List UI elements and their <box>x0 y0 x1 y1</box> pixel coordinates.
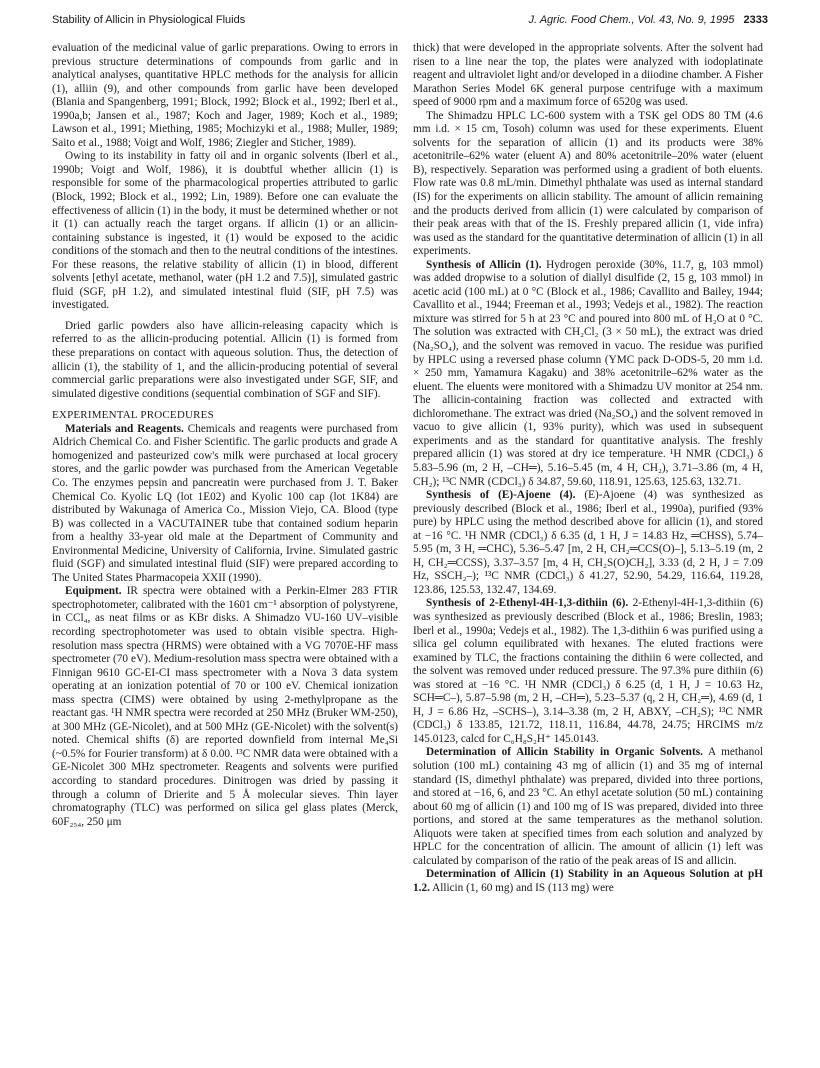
organic-stability-heading: Determination of Allicin Stability in Organic Solvents. <box>426 746 703 759</box>
materials-paragraph <box>52 423 398 586</box>
equipment-paragraph <box>52 585 398 829</box>
intro-paragraph-2: Owing to its instability in fatty oil and in organic solvents (Iberl et al., 1990b; Voigt and Wolf, 1986), it is doubtful whether allicin (1) is responsible for some of the pharmacological properties attributed to garlic (Block, 1992; Block et al., 1992; Lin, 1989). Before one can evaluate the effectiveness of allicin (1) in the body, it must be determined whether or not it (1) can actually reach the target organs. If allicin (1) or an allicin-containing substance is ingested, it (1) would be exposed to the acidic conditions of the stomach and then to the neutral conditions of the intestines. For these reasons, the relative stability of allicin (1) in blood, different solvents [ethyl acetate, methanol, water (pH 1.2 and 7.5)], simulated gastric fluid (SGF, pH 1.2), and simulated intestinal fluid (SIF, pH 7.5) was investigated. <box>52 150 398 312</box>
equipment-text: IR spectra were obtained with a Perkin-Elmer 283 FTIR spectrophotometer, calibrated with the 1601 cm⁻¹ absorption of polystyrene, in CCl₄, as neat films or as KBr disks. A Shimadzo VU-160 UV–visible recording spectrophotometer was used to obtain visible spectra. High-resolution mass spectra (HRMS) were obtained with a VG 7070E-HF mass spectrometer (70 eV). Medium-resolution mass spectra were obtained with a Finnigan 9610 GC-EI-CI mass spectrometer with a Nova 3 data system operating at an ionization potential of 70 or 100 eV. Chemical ionization mass spectra (CIMS) were obtained by using 2-methylpropane as the reactant gas. ¹H NMR spectra were recorded at 250 MHz (Bruker WM-250), at 300 MHz (GE-Nicolet), and at 500 MHz (GE-Nicolet) with the solvent(s) noted. Chemical shifts (δ) are reported downfield from internal Me₄Si (~0.5% for Fourier transform) at δ 0.00. ¹³C NMR data were obtained with a GE-Nicolet 300 MHz spectrometer. Reagents and solvents were purified according to standard procedures. Dinitrogen was dried by passing it through a column of Drierite and 5 Å molecular sieves. Thin layer chromatography (TLC) was performed on silica gel glass plates (Merck, 60F₂₅₄, 250 μm <box>52 585 398 828</box>
right-column <box>413 42 763 1058</box>
synthesis-dithiin-text: 2-Ethenyl-4H-1,3-dithiin (6) was synthesized as previously described (Block et al., 1986; Breslin, 1983; Iberl et al., 1990a; Vedejs et al., 1982). The 1,3-dithiin 6 was purified using a silica gel column equilibrated with hexanes. The eluted fractions were examined by TLC, the fractions containing the dithiin 6 were collected, and the solvent was removed under reduced pressure. The 97.3% pure dithiin (6) was stored at −16 °C. ¹H NMR (CDCl₃) δ 6.25 (d, 1 H, J = 10.63 Hz, SCH═C–), 5.87–5.98 (m, 2 H, –CH═), 5.23–5.37 (q, 2 H, CH₂═), 4.69 (d, 1 H, J = 6.86 Hz, –SCHS–), 3.14–3.38 (m, 2 H, ABXY, –CH₂S); ¹³C NMR (CDCl₃) δ 133.85, 121.72, 118.11, 116.84, 44.78, 24.75; HRCIMS m/z 145.0123, calcd for C₆H₈S₂H⁺ 145.0143. <box>413 597 763 745</box>
aqueous-stability-heading: Determination of Allicin (1) Stability in an Aqueous Solution at pH 1.2. <box>413 868 763 894</box>
journal-citation <box>529 14 769 26</box>
organic-stability-text: A methanol solution (100 mL) containing 43 mg of allicin (1) and 35 mg of internal standard (IS, dimethyl phthalate) was prepared, divided into three portions, and stored at −16, 6, and 23 °C. An ethyl acetate solution (50 mL) containing about 60 mg of allicin (1) and 100 mg of IS was prepared, divided into three portions, and stored at the same temperatures as the methanol solution. Aliquots were taken at specified times from each solution and analyzed by HPLC for the concentration of allicin. The amount of allicin (1) left was calculated by comparison of the ratio of the peak areas of IS and allicin. <box>413 746 763 867</box>
synthesis-ajoene-text: (E)-Ajoene (4) was synthesized as previously described (Block et al., 1986; Iberl et al., 1990a), purified (93% pure) by HPLC using the method described above for allicin (1), and stored at −16 °C. ¹H NMR (CDCl₃) δ 6.35 (d, 1 H, J = 14.83 Hz, ═CHSS), 5.74–5.95 (m, 3 H, ═CHC), 5.36–5.47 [m, 2 H, CH₂═CCS(O)–], 5.13–5.19 (m, 2 H, CH₂═CCSS), 3.37–3.57 [m, 4 H, CH₂S(O)CH₂], 3.33 (d, 2 H, J = 7.09 Hz, SSCH₂–); ¹³C NMR (CDCl₃) δ 41.27, 52.90, 54.29, 116.64, 119.28, 123.86, 125.53, 132.47, 134.69. <box>413 489 763 596</box>
left-column <box>52 42 398 1058</box>
equipment-heading: Equipment. <box>65 585 122 598</box>
synthesis-dithiin-paragraph <box>413 597 763 746</box>
intro-paragraph-1: evaluation of the medicinal value of garlic preparations. Owing to errors in previous structure determinations of compounds from garlic and in analytical analyses, quantitative HPLC methods for the analysis for allicin (1), alliin (9), and other compounds from garlic have been developed (Blania and Spangenberg, 1991; Block, 1992; Block et al., 1992; Iberl et al., 1990a,b; Jansen et al., 1987; Koch and Jager, 1989; Koch et al., 1989; Lawson et al., 1991; Miething, 1985; Mochizyki et al., 1988; Muller, 1989; Saito et al., 1988; Voigt and Wolf, 1986; Ziegler and Sticher, 1989). <box>52 42 398 149</box>
synthesis-allicin-text: Hydrogen peroxide (30%, 11.7, g, 103 mmol) was added dropwise to a solution of diallyl disulfide (2, 15 g, 103 mmol) in acetic acid (100 mL) at 0 °C (Block et al., 1986; Cavallito and Bailey, 1944; Cavallito et al., 1944; Freeman et al., 1993; Vedejs et al., 1982). The reaction mixture was stirred for 5 h at 23 °C and poured into 800 mL of H₂O at 0 °C. The solution was extracted with CH₂Cl₂ (3 × 50 mL), the extract was dried (Na₂SO₄), and the solvent was removed in vacuo. The residue was purified by HPLC using a reversed phase column (YMC pack D-ODS-5, 20 mm i.d. × 250 mm, Yamamura Kagaku) and 38% acetonitrile–62% water as the eluent. The eluents were monitored with a Shimadzu UV monitor at 254 nm. The allicin-containing fraction was collected and extracted with dichloromethane. The extract was dried (Na₂SO₄) and the solvent removed in vacuo to give allicin (1, 93% purity), which was used in subsequent experiments and as the standard for quantitative analysis. The freshly prepared allicin (1) was stored at dry ice temperature. ¹H NMR (CDCl₃) δ 5.83–5.96 (m, 2 H, –CH═), 5.16–5.45 (m, 4 H, CH₂), 3.71–3.86 (m, 4 H, CH₂); ¹³C NMR (CDCl₃) δ 34.87, 59.60, 118.91, 125.63, 125.63, 132.71. <box>413 258 763 488</box>
intro-paragraph-3: Dried garlic powders also have allicin-releasing capacity which is referred to as the allicin-producing potential. Allicin (1) is formed from these preparations on contact with aqueous solution. Thus, the detection of allicin (1), the stability of 1, and the allicin-producing potential of several commercial garlic preparations were also investigated under SGF, SIF, and simulated digestive conditions (sequential combination of SGF and SIF). <box>52 319 398 400</box>
hplc-paragraph: The Shimadzu HPLC LC-600 system with a TSK gel ODS 80 TM (4.6 mm i.d. × 15 cm, Tosoh) column was used for these experiments. Eluent solvents for the separation of allicin (1) and its products were 38% acetonitrile–62% water (eluent A) and 80% acetonitrile–20% water (eluent B), respectively. Separation was performed using a gradient of both eluents. Flow rate was 0.8 mL/min. Dimethyl phthalate was used as internal standard (IS) for the experiments on allicin stability. The amount of allicin remaining and the products derived from allicin (1) were calculated by comparison of their peak areas with that of the IS. Freshly prepared allicin (1, vide infra) was used as the standard for the quantitative determination of allicin (1) in all experiments. <box>413 109 763 258</box>
aqueous-stability-text: Allicin (1, 60 mg) and IS (113 mg) were <box>429 881 614 894</box>
synthesis-dithiin-heading: Synthesis of 2-Ethenyl-4H-1,3-dithiin (6). <box>426 597 629 610</box>
materials-heading: Materials and Reagents. <box>65 422 184 435</box>
section-heading: EXPERIMENTAL PROCEDURES <box>52 409 214 422</box>
citation-text: J. Agric. Food Chem., Vol. 43, No. 9, 1995 <box>528 14 735 26</box>
running-title: Stability of Allicin in Physiological Fluids <box>52 14 246 26</box>
synthesis-ajoene-paragraph <box>413 489 763 597</box>
tlc-continuation-paragraph: thick) that were developed in the appropriate solvents. After the solvent had risen to a line near the top, the plates were analyzed with iodoplatinate reagent and ultraviolet light and/or developed in a diiodine chamber. A Fisher Marathon Series Model 6K general purpose centrifuge with a maximum speed of 9000 rpm and a maximum force of 6520g was used. <box>413 42 763 109</box>
materials-text: Chemicals and reagents were purchased from Aldrich Chemical Co. and Fisher Scientific. The garlic products and grade A homogenized and pasteurized cow's milk were purchased at local grocery stores, and the garlic powder was purchased from the American Vegetable Co. The enzymes pepsin and pancreatin were purchased from J. T. Baker Chemical Co. Kyolic LQ (lot 1E02) and Kyolic 100 cap (lot 1K84) are distributed by Wakunaga of America Co., Mission Viejo, CA. Blood (type B) was collected in a VACUTAINER tube that contained sodium heparin from a healthy 33-year old male at the Department of Community and Environmental Medicine, University of California, Irvine. Simulated gastric fluid (SGF) and simulated intestinal fluid (SIF) were prepared according to The United States Pharmacopeia XXII (1990). <box>52 422 398 584</box>
synthesis-allicin-heading: Synthesis of Allicin (1). <box>426 258 542 271</box>
synthesis-ajoene-heading: Synthesis of (E)-Ajoene (4). <box>426 489 576 502</box>
organic-stability-paragraph <box>413 746 763 868</box>
synthesis-allicin-paragraph <box>413 259 763 489</box>
page-number: 2333 <box>743 14 768 26</box>
running-header <box>52 14 768 30</box>
aqueous-stability-paragraph <box>413 868 763 895</box>
